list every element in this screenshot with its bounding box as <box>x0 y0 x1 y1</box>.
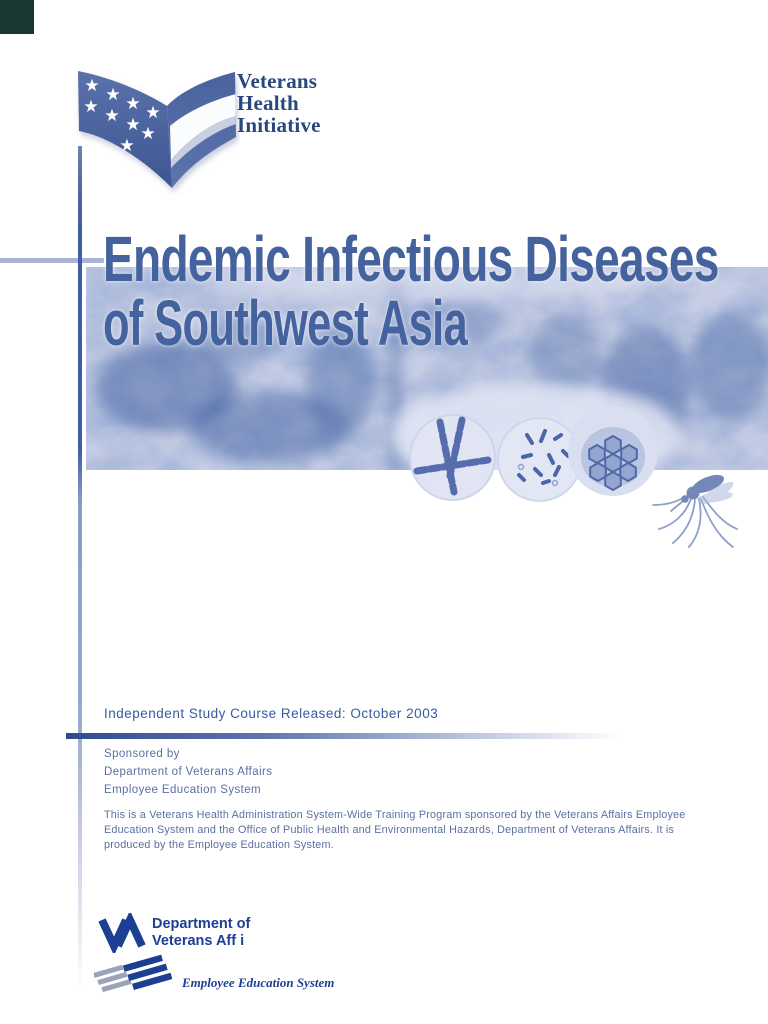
vhi-flag-icon <box>70 64 240 200</box>
release-line: Independent Study Course Released: October 2003 <box>104 706 439 721</box>
program-description: This is a Veterans Health Administration System-Wide Training Program sponsored by the Veterans Affairs Employee Education System and the Office of Public Health and Environmental Hazards, Department of Veterans Affairs. It is produced by the Employee Education System. <box>104 809 686 851</box>
page-corner-mark <box>0 0 34 34</box>
svg-text:★: ★ <box>84 76 100 96</box>
accent-tick-line <box>0 258 104 263</box>
va-line-1: Department of <box>152 916 251 932</box>
svg-text:★: ★ <box>125 94 141 114</box>
va-emblem-icon <box>97 913 147 953</box>
sponsor-line-1: Sponsored by <box>104 748 180 760</box>
svg-text:★: ★ <box>105 85 121 105</box>
mosquito-icon <box>645 455 760 555</box>
vhi-line-initiative: Initiative <box>237 113 321 137</box>
vhi-line-health: Health <box>237 91 299 115</box>
vhi-line-veterans: Veterans <box>237 69 318 93</box>
ees-stripes-icon <box>94 954 182 996</box>
svg-text:★: ★ <box>125 115 141 135</box>
cover-title-line-1: Endemic Infectious Diseases <box>103 223 719 295</box>
sponsor-line-3: Employee Education System <box>104 784 262 796</box>
release-divider-rule <box>66 733 622 739</box>
svg-text:★: ★ <box>119 136 135 156</box>
ees-logo-text: Employee Education System <box>182 975 335 990</box>
svg-text:★: ★ <box>83 97 99 117</box>
petri-dish-bacilli-chains-icon <box>409 414 496 501</box>
sponsor-line-2: Department of Veterans Affairs <box>104 766 273 778</box>
svg-text:★: ★ <box>104 106 120 126</box>
svg-text:★: ★ <box>140 124 156 144</box>
cover-title-line-2: of Southwest Asia <box>103 287 468 359</box>
vhi-logo-text <box>237 70 321 136</box>
side-vertical-rule <box>78 146 82 991</box>
svg-text:★: ★ <box>145 103 161 123</box>
va-logo-text <box>152 916 250 950</box>
sponsor-block <box>104 745 272 799</box>
va-line-2: Veterans Aff i <box>152 933 245 949</box>
